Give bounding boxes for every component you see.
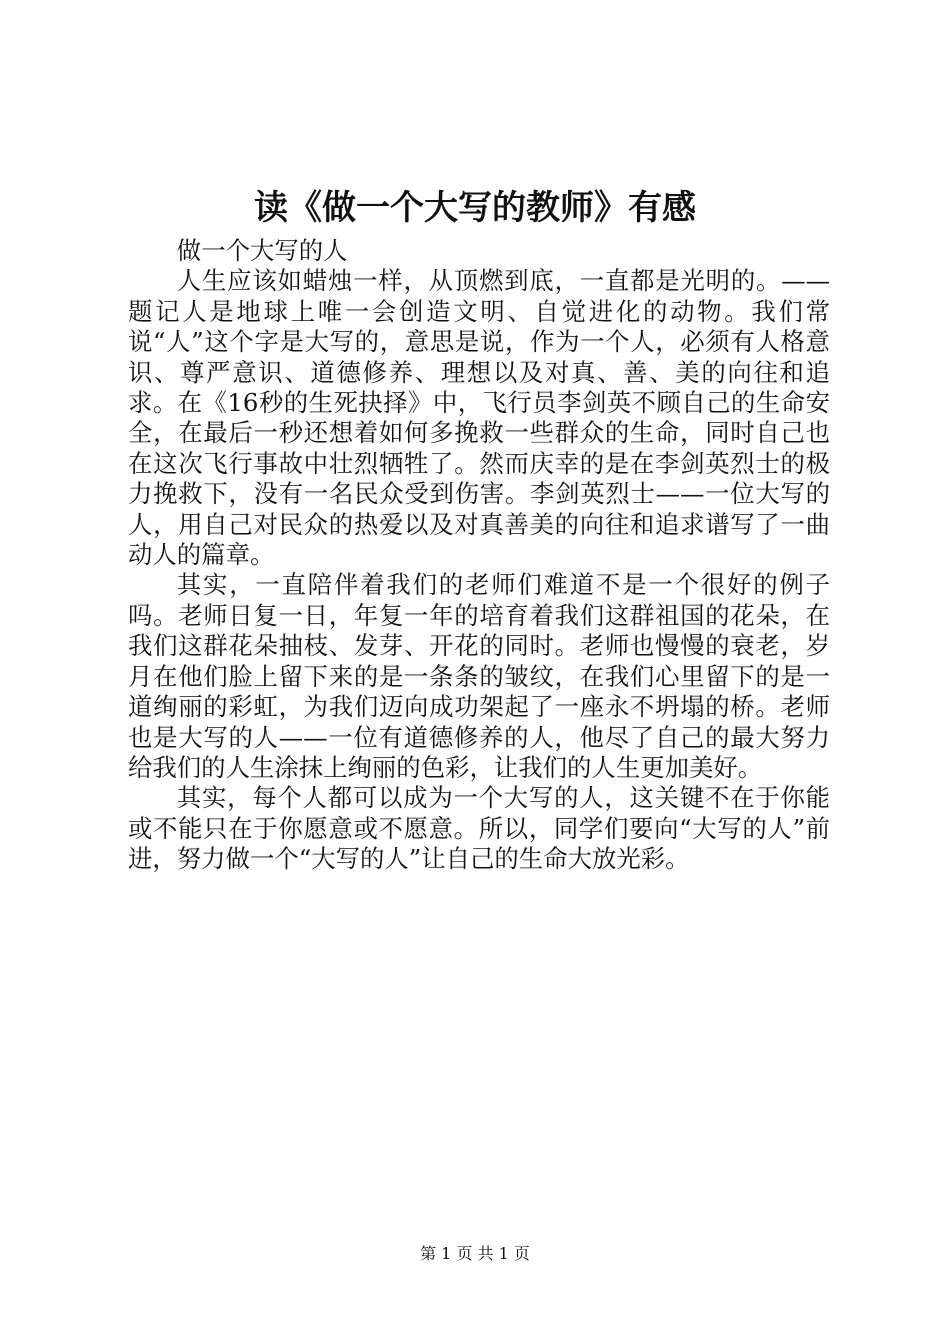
paragraph: 做一个大写的人 [176,236,348,265]
paragraph: 其实，一直陪伴着我们的老师们难道不是一个很好的例子吗。老师日复一日，年复一年的培育着我们这群祖国的花朵，在我们这群花朵抽枝、发芽、开花的同时。老师也慢慢的衰老，岁月在他们脸上留下来的是一条条的皱纹，在我们心里留下的是一道绚丽的彩虹，为我们迈向成功架起了一座永不坍塌的桥。老师也是大写的人——一位有道德修养的人，他尽了自己的最大努力给我们的人生涂抹上绚丽的色彩，让我们的人生更加美好。 [128,570,830,782]
paragraph: 人生应该如蜡烛一样，从顶燃到底，一直都是光明的。——题记人是地球上唯一会创造文明、自觉进化的动物。我们常说“人”这个字是大写的，意思是说，作为一个人，必须有人格意识、尊严意识、道德修养、理想以及对真、善、美的向往和追求。在《16秒的生死抉择》中，飞行员李剑英不顾自己的生命安全，在最后一秒还想着如何多挽救一些群众的生命，同时自己也在这次飞行事故中壮烈牺牲了。然而庆幸的是在李剑英烈士的极力挽救下，没有一名民众受到伤害。李剑英烈士——一位大写的人，用自己对民众的热爱以及对真善美的向往和追求谱写了一曲动人的篇章。 [128,266,830,570]
page-footer: 第 1 页 共 1 页 [420,1244,530,1263]
paragraph: 其实，每个人都可以成为一个大写的人，这关键不在于你能或不能只在于你愿意或不愿意。所以，同学们要向“大写的人”前进，努力做一个“大写的人”让自己的生命大放光彩。 [128,783,830,874]
document-body [128,236,830,875]
document-title: 读《做一个大写的教师》有感 [254,188,696,228]
